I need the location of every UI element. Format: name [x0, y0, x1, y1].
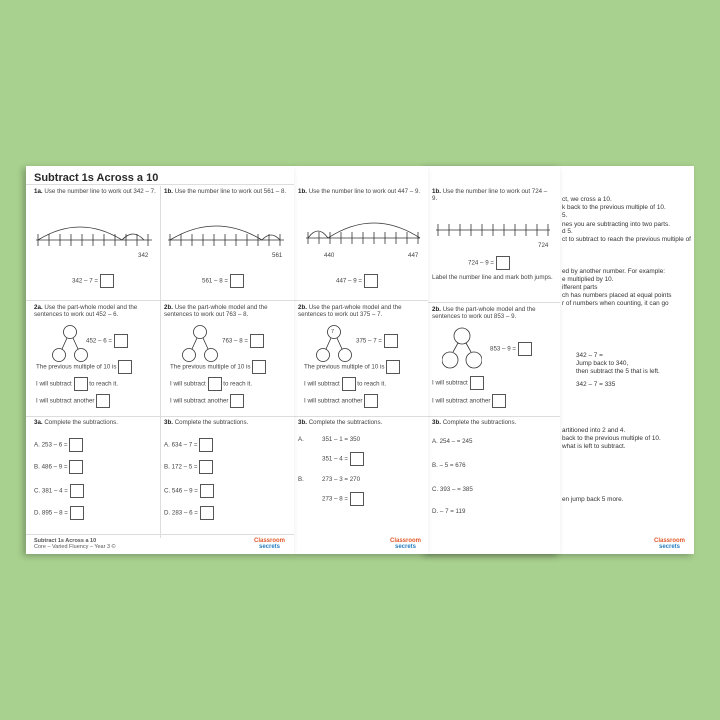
answer-line: ch has numbers placed at equal points — [562, 292, 672, 299]
answer-line: artitioned into 2 and 4. — [562, 427, 626, 434]
answer-box[interactable] — [69, 460, 83, 474]
answer-box[interactable] — [69, 438, 83, 452]
answer-box[interactable] — [364, 394, 378, 408]
subtraction-item: A. 253 – 6 = — [34, 438, 83, 452]
number-line-label: 447 — [408, 252, 419, 259]
part-value: 7 — [331, 329, 335, 335]
question-1b: 1b. Use the number line to work out 561 – 8. — [164, 188, 287, 195]
answer-box[interactable] — [200, 484, 214, 498]
answer-box[interactable] — [118, 360, 132, 374]
subtraction-item: D. 895 – 8 = — [34, 506, 84, 520]
sentence: The previous multiple of 10 is — [170, 360, 266, 374]
question-1b: 1b. Use the number line to work out 724 – 9. — [432, 188, 548, 203]
equation: 375 – 7 = — [356, 334, 398, 348]
subtraction-item: D. – 7 = 119 — [432, 508, 466, 515]
sentence: I will subtract to reach it. — [36, 377, 118, 391]
part-whole-model — [442, 326, 482, 370]
answer-line: d 5. — [562, 228, 573, 235]
equation: 452 – 6 = — [86, 334, 128, 348]
question-2b: 2b. Use the part-whole model and the sentences to work out 763 – 8. — [164, 304, 268, 319]
number-line-label: 440 — [324, 252, 335, 259]
classroom-secrets-logo: Classroom secrets — [390, 538, 422, 550]
subtraction-item: 273 – 3 = 270 — [322, 476, 361, 483]
question-2a: 2a. Use the part-whole model and the sentences to work out 452 – 6. — [34, 304, 138, 319]
question-2b: 2b. Use the part-whole model and the sentences to work out 853 – 9. — [432, 306, 536, 321]
instruction-note: Label the number line and mark both jumps. — [432, 274, 553, 281]
answer-box[interactable] — [199, 438, 213, 452]
answer-box[interactable] — [250, 334, 264, 348]
equation: 724 – 9 = — [468, 256, 510, 270]
answer-box[interactable] — [384, 334, 398, 348]
answer-box[interactable] — [492, 394, 506, 408]
sentence: I will subtract another — [170, 394, 244, 408]
answer-box[interactable] — [350, 452, 364, 466]
number-line-label: 561 — [272, 252, 283, 259]
answer-box[interactable] — [496, 256, 510, 270]
item-label: A. — [298, 436, 304, 443]
answer-box[interactable] — [252, 360, 266, 374]
answer-box[interactable] — [70, 484, 84, 498]
answer-box[interactable] — [74, 377, 88, 391]
answer-box[interactable] — [518, 342, 532, 356]
subtraction-item: B. 172 – 5 = — [164, 460, 213, 474]
classroom-secrets-logo: Classroom secrets — [254, 538, 286, 550]
number-line-label: 342 — [138, 252, 149, 259]
subtraction-item: B. – 5 = 676 — [432, 462, 466, 469]
answer-box[interactable] — [114, 334, 128, 348]
page-title: Subtract 1s Across a 10 — [34, 172, 159, 184]
question-1b: 1b. Use the number line to work out 447 – 9. — [298, 188, 421, 195]
sentence: I will subtract to reach it. — [304, 377, 386, 391]
question-3a: 3a. Complete the subtractions. — [34, 419, 118, 426]
sentence: I will subtract — [432, 376, 484, 390]
answer-line: nes you are subtracting into two parts. — [562, 221, 670, 228]
number-line — [434, 218, 554, 248]
answer-line: 5. — [562, 212, 568, 219]
answer-line: ct, we cross a 10. — [562, 196, 612, 203]
answer-line: r of numbers when counting, it can go — [562, 300, 669, 307]
subtraction-item: D. 283 – 6 = — [164, 506, 214, 520]
answer-line: e multiplied by 10. — [562, 276, 614, 283]
number-line-label: 724 — [538, 242, 549, 249]
question-2b: 2b. Use the part-whole model and the sentences to work out 375 – 7. — [298, 304, 402, 319]
answer-box[interactable] — [70, 506, 84, 520]
subtraction-item: C. 393 – = 385 — [432, 486, 473, 493]
answer-box[interactable] — [350, 492, 364, 506]
equation: 447 – 9 = — [336, 274, 378, 288]
answer-box[interactable] — [386, 360, 400, 374]
worksheet-greater-depth — [428, 166, 560, 554]
answer-line: ed by another number. For example: — [562, 268, 666, 275]
classroom-secrets-logo: Classroom secrets — [654, 538, 686, 550]
answer-box[interactable] — [199, 460, 213, 474]
answer-box[interactable] — [96, 394, 110, 408]
answer-box[interactable] — [230, 274, 244, 288]
answer-line: en jump back 5 more. — [562, 496, 624, 503]
subtraction-item: 273 – 8 = — [322, 492, 364, 506]
answer-work: 342 – 7 = — [576, 352, 603, 359]
answer-line: what is left to subtract. — [562, 443, 626, 450]
sentence: I will subtract to reach it. — [170, 377, 252, 391]
sentence: I will subtract another — [36, 394, 110, 408]
subtraction-item: 351 – 1 = 350 — [322, 436, 361, 443]
sentence: I will subtract another — [304, 394, 378, 408]
question-3b: 3b. Complete the subtractions. — [432, 419, 517, 426]
worksheet-developing — [26, 166, 294, 554]
subtraction-item: A. 634 – 7 = — [164, 438, 213, 452]
answer-box[interactable] — [100, 274, 114, 288]
sentence: The previous multiple of 10 is — [36, 360, 132, 374]
equation: 853 – 9 = — [490, 342, 532, 356]
answer-box[interactable] — [230, 394, 244, 408]
equation: 561 – 8 = — [202, 274, 244, 288]
sentence: I will subtract another — [432, 394, 506, 408]
answer-work: Jump back to 340, — [576, 360, 629, 367]
subtraction-item: 351 – 4 = — [322, 452, 364, 466]
answer-box[interactable] — [470, 376, 484, 390]
sentence: The previous multiple of 10 is — [304, 360, 400, 374]
subtraction-item: C. 546 – 9 = — [164, 484, 214, 498]
item-label: B. — [298, 476, 304, 483]
answer-line: ct to subtract to reach the previous multiple of — [562, 236, 691, 243]
equation: 763 – 8 = — [222, 334, 264, 348]
answer-box[interactable] — [208, 377, 222, 391]
question-3b: 3b. Complete the subtractions. — [164, 419, 249, 426]
number-line — [166, 214, 290, 254]
footer: Subtract 1s Across a 10 Core – Varied Fluency – Year 3 © — [34, 538, 116, 550]
answer-line: k back to the previous multiple of 10. — [562, 204, 666, 211]
answer-line: back to the previous multiple of 10. — [562, 435, 661, 442]
subtraction-item: C. 381 – 4 = — [34, 484, 84, 498]
question-3b: 3b. Complete the subtractions. — [298, 419, 383, 426]
answer-box[interactable] — [364, 274, 378, 288]
question-1a: 1a. Use the number line to work out 342 – 7. — [34, 188, 156, 195]
answer-box[interactable] — [342, 377, 356, 391]
answer-work: then subtract the 5 that is left. — [576, 368, 660, 375]
answer-box[interactable] — [200, 506, 214, 520]
equation: 342 – 7 = — [72, 274, 114, 288]
answer-line: ifferent parts — [562, 284, 598, 291]
number-line — [34, 214, 158, 254]
worksheet-expected — [294, 166, 428, 554]
number-line — [304, 210, 424, 254]
answer-work: 342 – 7 = 335 — [576, 381, 616, 388]
subtraction-item: A. 254 – = 245 — [432, 438, 473, 445]
subtraction-item: B. 486 – 9 = — [34, 460, 83, 474]
